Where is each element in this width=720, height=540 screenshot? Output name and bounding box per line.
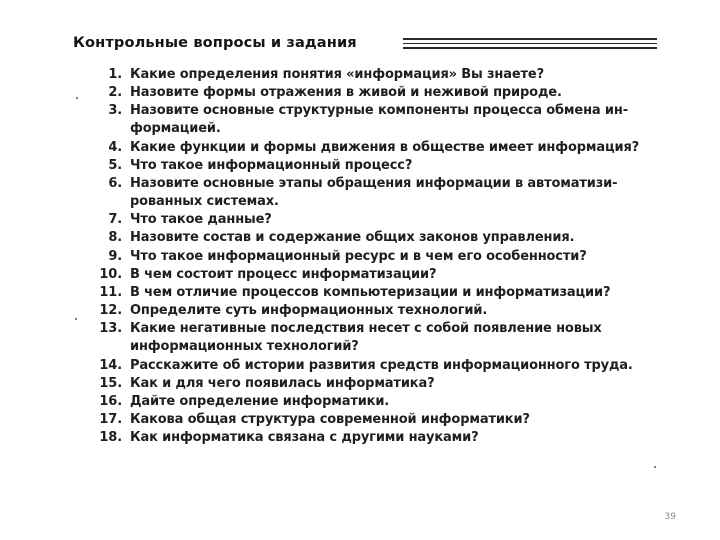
question-text: В чем состоит процесс информатизации? (130, 266, 437, 282)
question-number (98, 193, 130, 211)
question-number: 9. (108, 248, 122, 264)
question-item (98, 66, 678, 84)
question-item (98, 320, 678, 338)
question-item (98, 139, 678, 157)
question-text: Назовите состав и содержание общих законов управления. (130, 230, 575, 246)
question-item (98, 157, 678, 175)
question-text: Назовите формы отражения в живой и неживой природе. (130, 85, 562, 101)
heading-row (73, 34, 663, 54)
heading-rule-middle (403, 43, 657, 44)
question-text: Определите суть информационных технологий. (130, 303, 488, 319)
question-number: 7. (108, 212, 122, 228)
question-number: 15. (99, 375, 122, 391)
question-item (98, 102, 678, 120)
question-number: 6. (108, 175, 122, 191)
scan-speck (654, 466, 656, 468)
question-item (98, 302, 678, 320)
question-text: Какова общая структура современной информатики? (130, 411, 530, 427)
question-number: 4. (108, 139, 122, 155)
question-list (98, 66, 678, 447)
question-number: 16. (99, 393, 122, 409)
question-text: формацией. (130, 121, 221, 137)
question-text: Назовите основные структурные компоненты процесса обмена ин- (130, 103, 628, 119)
question-text: Что такое информационный процесс? (130, 157, 413, 173)
question-item (98, 284, 678, 302)
question-item (98, 84, 678, 102)
question-text: Как и для чего появилась информатика? (130, 375, 435, 391)
question-item-continuation (98, 338, 678, 356)
question-item (98, 393, 678, 411)
question-number: 14. (99, 357, 122, 373)
question-number: 17. (99, 411, 122, 427)
question-text: Расскажите об истории развития средств информационного труда. (130, 357, 633, 373)
question-number: 12. (99, 303, 122, 319)
question-text: В чем отличие процессов компьютеризации и информатизации? (130, 284, 611, 300)
section-heading: Контрольные вопросы и задания (73, 34, 357, 51)
heading-rule-top (403, 38, 657, 40)
question-number: 1. (108, 67, 122, 82)
question-text: информационных технологий? (130, 339, 359, 355)
heading-rule-bottom (403, 47, 657, 49)
question-text: Какие функции и формы движения в обществе имеет информация? (130, 139, 640, 155)
question-number: 18. (99, 430, 122, 446)
question-item (98, 266, 678, 284)
question-number (98, 338, 130, 356)
question-item (98, 175, 678, 193)
question-text: Дайте определение информатики. (130, 393, 390, 409)
question-number: 10. (99, 266, 122, 282)
question-number: 5. (108, 157, 122, 173)
question-item (98, 357, 678, 375)
question-item-continuation (98, 120, 678, 138)
question-item (98, 411, 678, 429)
question-item (98, 229, 678, 247)
question-text: Какие определения понятия «информация» Вы знаете? (130, 67, 544, 82)
question-text: Какие негативные последствия несет с собой появление новых (130, 321, 602, 337)
question-item (98, 429, 678, 447)
page-number: 39 (664, 512, 676, 522)
question-number (98, 120, 130, 138)
question-number: 2. (108, 85, 122, 101)
question-number: 3. (108, 103, 122, 119)
question-number: 13. (99, 321, 122, 337)
question-text: Как информатика связана с другими науками? (130, 430, 479, 446)
question-item-continuation (98, 193, 678, 211)
question-item (98, 211, 678, 229)
question-item (98, 375, 678, 393)
question-text: Что такое данные? (130, 212, 272, 228)
scan-speck (76, 97, 78, 99)
question-text: Назовите основные этапы обращения информации в автоматизи- (130, 175, 618, 191)
question-number: 11. (99, 284, 122, 300)
question-item (98, 248, 678, 266)
question-number: 8. (108, 230, 122, 246)
question-text: Что такое информационный ресурс и в чем его особенности? (130, 248, 587, 264)
scan-speck (75, 318, 77, 320)
question-text: рованных системах. (130, 194, 279, 210)
